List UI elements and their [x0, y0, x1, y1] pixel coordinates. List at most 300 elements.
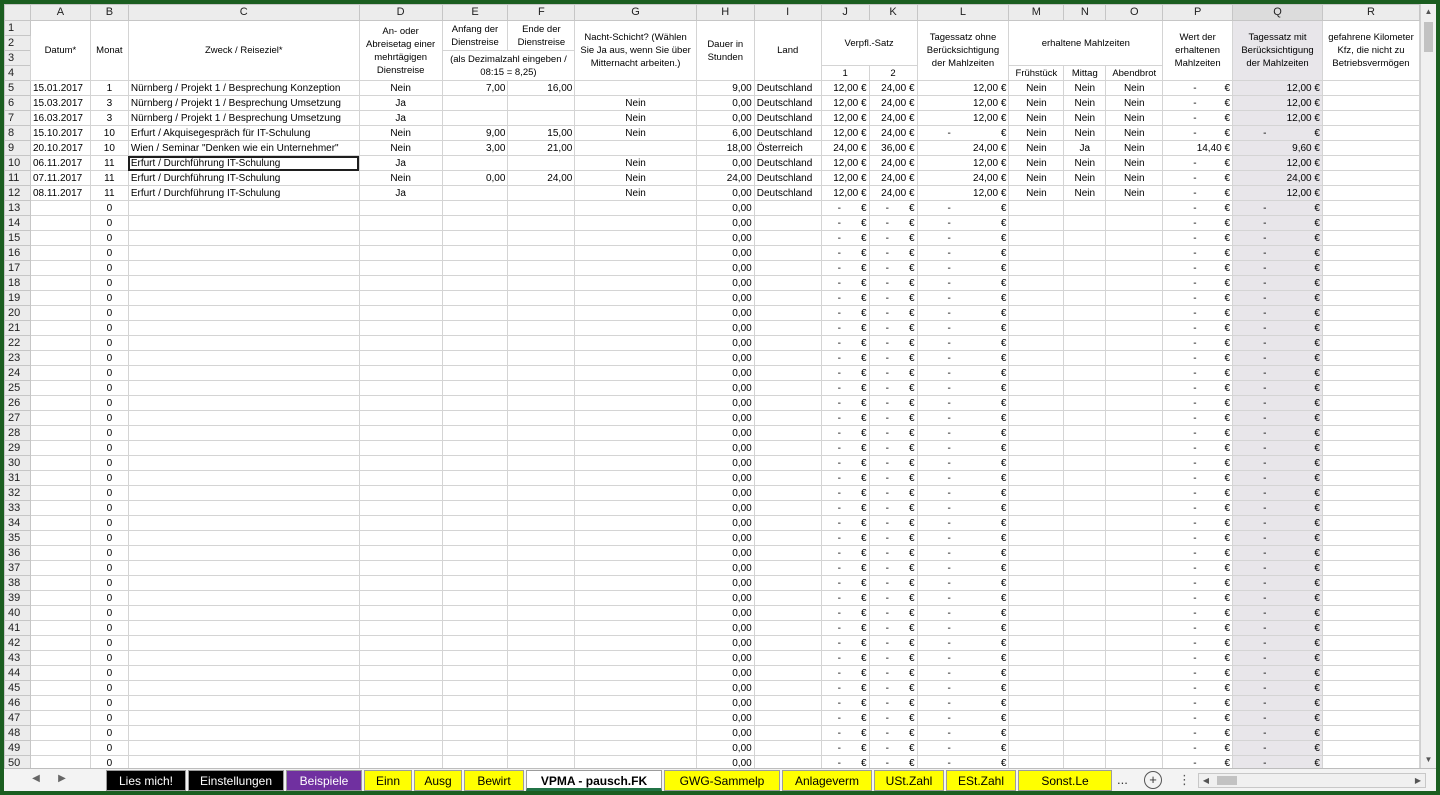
- header-dezimal-hinweis[interactable]: (als Dezimalzahl eingeben / 08:15 = 8,25): [442, 51, 575, 81]
- wert-mahlzeiten-cell[interactable]: [1163, 441, 1233, 456]
- land-cell[interactable]: [754, 471, 821, 486]
- nachtschicht-cell[interactable]: [575, 516, 697, 531]
- fruehstueck-cell[interactable]: [1009, 231, 1064, 246]
- km-cell[interactable]: [1322, 576, 1419, 591]
- an-abreise-cell[interactable]: Ja: [359, 111, 442, 126]
- nachtschicht-cell[interactable]: [575, 276, 697, 291]
- ende-cell[interactable]: [508, 501, 575, 516]
- tagessatz-ohne-cell[interactable]: [917, 486, 1009, 501]
- anfang-cell[interactable]: [442, 636, 508, 651]
- wert-mahlzeiten-cell[interactable]: [1163, 96, 1233, 111]
- tagessatz-mit-cell[interactable]: [1233, 591, 1323, 606]
- dauer-cell[interactable]: 0,00: [696, 621, 754, 636]
- tagessatz-ohne-cell[interactable]: 12,00 €: [917, 111, 1009, 126]
- wert-mahlzeiten-cell[interactable]: [1163, 246, 1233, 261]
- ende-cell[interactable]: [508, 726, 575, 741]
- an-abreise-cell[interactable]: [359, 606, 442, 621]
- verpfl-1-cell[interactable]: [821, 651, 869, 666]
- monat-cell[interactable]: 0: [90, 201, 128, 216]
- fruehstueck-cell[interactable]: [1009, 531, 1064, 546]
- verpfl-1-cell[interactable]: [821, 591, 869, 606]
- nachtschicht-cell[interactable]: [575, 531, 697, 546]
- zweck-cell[interactable]: [128, 636, 359, 651]
- km-cell[interactable]: [1322, 441, 1419, 456]
- anfang-cell[interactable]: [442, 576, 508, 591]
- verpfl-1-cell[interactable]: [821, 321, 869, 336]
- dauer-cell[interactable]: 0,00: [696, 351, 754, 366]
- row-header[interactable]: 35: [5, 531, 31, 546]
- monat-cell[interactable]: 0: [90, 396, 128, 411]
- anfang-cell[interactable]: [442, 426, 508, 441]
- mittag-cell[interactable]: [1064, 606, 1106, 621]
- km-cell[interactable]: [1322, 486, 1419, 501]
- tagessatz-mit-cell[interactable]: [1233, 471, 1323, 486]
- zweck-cell[interactable]: [128, 711, 359, 726]
- wert-mahlzeiten-cell[interactable]: [1163, 276, 1233, 291]
- datum-cell[interactable]: [30, 606, 90, 621]
- km-cell[interactable]: [1322, 156, 1419, 171]
- dauer-cell[interactable]: 0,00: [696, 471, 754, 486]
- anfang-cell[interactable]: [442, 501, 508, 516]
- vertical-scrollbar[interactable]: [1420, 4, 1436, 768]
- sheet-tab[interactable]: Ausg: [414, 770, 462, 791]
- an-abreise-cell[interactable]: [359, 696, 442, 711]
- datum-cell[interactable]: [30, 276, 90, 291]
- nachtschicht-cell[interactable]: [575, 141, 697, 156]
- tagessatz-mit-cell[interactable]: [1233, 216, 1323, 231]
- mittag-cell[interactable]: [1064, 681, 1106, 696]
- row-header[interactable]: 28: [5, 426, 31, 441]
- row-header[interactable]: 17: [5, 261, 31, 276]
- nachtschicht-cell[interactable]: [575, 366, 697, 381]
- wert-mahlzeiten-cell[interactable]: [1163, 261, 1233, 276]
- datum-cell[interactable]: 07.11.2017: [30, 171, 90, 186]
- wert-mahlzeiten-cell[interactable]: [1163, 426, 1233, 441]
- tagessatz-mit-cell[interactable]: 24,00 €: [1233, 171, 1323, 186]
- mittag-cell[interactable]: [1064, 486, 1106, 501]
- fruehstueck-cell[interactable]: [1009, 411, 1064, 426]
- select-all-corner[interactable]: [5, 5, 31, 21]
- tagessatz-ohne-cell[interactable]: [917, 531, 1009, 546]
- km-cell[interactable]: [1322, 621, 1419, 636]
- tagessatz-ohne-cell[interactable]: 12,00 €: [917, 186, 1009, 201]
- monat-cell[interactable]: 0: [90, 306, 128, 321]
- zweck-cell[interactable]: [128, 621, 359, 636]
- fruehstueck-cell[interactable]: [1009, 261, 1064, 276]
- anfang-cell[interactable]: [442, 696, 508, 711]
- datum-cell[interactable]: [30, 711, 90, 726]
- zweck-cell[interactable]: [128, 291, 359, 306]
- wert-mahlzeiten-cell[interactable]: [1163, 366, 1233, 381]
- wert-mahlzeiten-cell[interactable]: [1163, 321, 1233, 336]
- anfang-cell[interactable]: [442, 756, 508, 769]
- verpfl-2-cell[interactable]: [869, 531, 917, 546]
- fruehstueck-cell[interactable]: Nein: [1009, 141, 1064, 156]
- verpfl-1-cell[interactable]: [821, 366, 869, 381]
- km-cell[interactable]: [1322, 231, 1419, 246]
- verpfl-2-cell[interactable]: [869, 516, 917, 531]
- dauer-cell[interactable]: 0,00: [696, 381, 754, 396]
- dauer-cell[interactable]: 0,00: [696, 156, 754, 171]
- row-header[interactable]: 16: [5, 246, 31, 261]
- an-abreise-cell[interactable]: [359, 621, 442, 636]
- wert-mahlzeiten-cell[interactable]: [1163, 111, 1233, 126]
- row-header[interactable]: 4: [5, 66, 31, 81]
- wert-mahlzeiten-cell[interactable]: [1163, 531, 1233, 546]
- dauer-cell[interactable]: 0,00: [696, 546, 754, 561]
- abendbrot-cell[interactable]: Nein: [1106, 156, 1163, 171]
- abendbrot-cell[interactable]: [1106, 381, 1163, 396]
- anfang-cell[interactable]: [442, 681, 508, 696]
- mittag-cell[interactable]: [1064, 441, 1106, 456]
- zweck-cell[interactable]: Nürnberg / Projekt 1 / Besprechung Umsetzung: [128, 96, 359, 111]
- nachtschicht-cell[interactable]: [575, 711, 697, 726]
- wert-mahlzeiten-cell[interactable]: [1163, 666, 1233, 681]
- anfang-cell[interactable]: [442, 411, 508, 426]
- nachtschicht-cell[interactable]: [575, 411, 697, 426]
- wert-mahlzeiten-cell[interactable]: [1163, 156, 1233, 171]
- verpfl-2-cell[interactable]: [869, 636, 917, 651]
- zweck-cell[interactable]: [128, 336, 359, 351]
- wert-mahlzeiten-cell[interactable]: [1163, 216, 1233, 231]
- sheet-tab[interactable]: Lies mich!: [106, 770, 186, 791]
- ende-cell[interactable]: [508, 381, 575, 396]
- monat-cell[interactable]: 0: [90, 501, 128, 516]
- tagessatz-ohne-cell[interactable]: [917, 756, 1009, 769]
- tagessatz-mit-cell[interactable]: [1233, 201, 1323, 216]
- km-cell[interactable]: [1322, 531, 1419, 546]
- scroll-down-icon[interactable]: ▼: [1424, 755, 1433, 764]
- anfang-cell[interactable]: 9,00: [442, 126, 508, 141]
- mittag-cell[interactable]: [1064, 426, 1106, 441]
- abendbrot-cell[interactable]: [1106, 261, 1163, 276]
- zweck-cell[interactable]: [128, 381, 359, 396]
- datum-cell[interactable]: [30, 681, 90, 696]
- km-cell[interactable]: [1322, 336, 1419, 351]
- datum-cell[interactable]: [30, 246, 90, 261]
- verpfl-2-cell[interactable]: [869, 396, 917, 411]
- abendbrot-cell[interactable]: [1106, 396, 1163, 411]
- zweck-cell[interactable]: [128, 501, 359, 516]
- fruehstueck-cell[interactable]: Nein: [1009, 81, 1064, 96]
- verpfl-1-cell[interactable]: [821, 291, 869, 306]
- row-header[interactable]: 42: [5, 636, 31, 651]
- header-verpfl-satz[interactable]: Verpfl.-Satz: [821, 21, 917, 66]
- tagessatz-ohne-cell[interactable]: [917, 291, 1009, 306]
- zweck-cell[interactable]: [128, 756, 359, 769]
- fruehstueck-cell[interactable]: [1009, 396, 1064, 411]
- monat-cell[interactable]: 0: [90, 711, 128, 726]
- monat-cell[interactable]: 0: [90, 456, 128, 471]
- wert-mahlzeiten-cell[interactable]: [1163, 711, 1233, 726]
- tagessatz-mit-cell[interactable]: [1233, 666, 1323, 681]
- zweck-cell[interactable]: [128, 261, 359, 276]
- verpfl-1-cell[interactable]: [821, 576, 869, 591]
- row-header[interactable]: 31: [5, 471, 31, 486]
- monat-cell[interactable]: 0: [90, 381, 128, 396]
- tagessatz-mit-cell[interactable]: [1233, 606, 1323, 621]
- verpfl-1-cell[interactable]: 12,00 €: [821, 186, 869, 201]
- verpfl-1-cell[interactable]: [821, 261, 869, 276]
- verpfl-1-cell[interactable]: 12,00 €: [821, 96, 869, 111]
- verpfl-1-cell[interactable]: [821, 666, 869, 681]
- row-header[interactable]: 21: [5, 321, 31, 336]
- land-cell[interactable]: Deutschland: [754, 111, 821, 126]
- row-header[interactable]: 48: [5, 726, 31, 741]
- fruehstueck-cell[interactable]: [1009, 351, 1064, 366]
- datum-cell[interactable]: 15.03.2017: [30, 96, 90, 111]
- km-cell[interactable]: [1322, 711, 1419, 726]
- an-abreise-cell[interactable]: [359, 336, 442, 351]
- datum-cell[interactable]: [30, 696, 90, 711]
- row-header[interactable]: 49: [5, 741, 31, 756]
- tagessatz-ohne-cell[interactable]: [917, 351, 1009, 366]
- dauer-cell[interactable]: 0,00: [696, 411, 754, 426]
- fruehstueck-cell[interactable]: [1009, 486, 1064, 501]
- land-cell[interactable]: [754, 666, 821, 681]
- row-header[interactable]: 1: [5, 21, 31, 36]
- mittag-cell[interactable]: [1064, 231, 1106, 246]
- mittag-cell[interactable]: [1064, 711, 1106, 726]
- monat-cell[interactable]: 11: [90, 186, 128, 201]
- zweck-cell[interactable]: [128, 681, 359, 696]
- scroll-up-icon[interactable]: ▲: [1424, 7, 1433, 16]
- row-header[interactable]: 9: [5, 141, 31, 156]
- sheet-tab[interactable]: VPMA - pausch.FK: [526, 770, 662, 791]
- km-cell[interactable]: [1322, 636, 1419, 651]
- dauer-cell[interactable]: 0,00: [696, 576, 754, 591]
- dauer-cell[interactable]: 0,00: [696, 306, 754, 321]
- dauer-cell[interactable]: 0,00: [696, 741, 754, 756]
- dauer-cell[interactable]: 0,00: [696, 336, 754, 351]
- datum-cell[interactable]: [30, 216, 90, 231]
- datum-cell[interactable]: [30, 486, 90, 501]
- an-abreise-cell[interactable]: [359, 576, 442, 591]
- zweck-cell[interactable]: [128, 201, 359, 216]
- zweck-cell[interactable]: [128, 456, 359, 471]
- zweck-cell[interactable]: [128, 486, 359, 501]
- fruehstueck-cell[interactable]: Nein: [1009, 171, 1064, 186]
- verpfl-2-cell[interactable]: [869, 576, 917, 591]
- tagessatz-ohne-cell[interactable]: [917, 396, 1009, 411]
- nachtschicht-cell[interactable]: [575, 426, 697, 441]
- anfang-cell[interactable]: [442, 516, 508, 531]
- verpfl-2-cell[interactable]: [869, 756, 917, 769]
- km-cell[interactable]: [1322, 126, 1419, 141]
- zweck-cell[interactable]: [128, 366, 359, 381]
- abendbrot-cell[interactable]: [1106, 711, 1163, 726]
- abendbrot-cell[interactable]: [1106, 336, 1163, 351]
- datum-cell[interactable]: [30, 516, 90, 531]
- abendbrot-cell[interactable]: [1106, 561, 1163, 576]
- abendbrot-cell[interactable]: [1106, 681, 1163, 696]
- verpfl-1-cell[interactable]: [821, 411, 869, 426]
- abendbrot-cell[interactable]: Nein: [1106, 111, 1163, 126]
- land-cell[interactable]: [754, 351, 821, 366]
- wert-mahlzeiten-cell[interactable]: [1163, 126, 1233, 141]
- tagessatz-ohne-cell[interactable]: [917, 366, 1009, 381]
- dauer-cell[interactable]: 0,00: [696, 651, 754, 666]
- ende-cell[interactable]: [508, 696, 575, 711]
- km-cell[interactable]: [1322, 756, 1419, 769]
- nachtschicht-cell[interactable]: Nein: [575, 156, 697, 171]
- anfang-cell[interactable]: [442, 216, 508, 231]
- km-cell[interactable]: [1322, 276, 1419, 291]
- anfang-cell[interactable]: [442, 186, 508, 201]
- dauer-cell[interactable]: 0,00: [696, 366, 754, 381]
- tagessatz-ohne-cell[interactable]: [917, 231, 1009, 246]
- anfang-cell[interactable]: [442, 306, 508, 321]
- monat-cell[interactable]: 0: [90, 411, 128, 426]
- abendbrot-cell[interactable]: [1106, 411, 1163, 426]
- km-cell[interactable]: [1322, 141, 1419, 156]
- km-cell[interactable]: [1322, 696, 1419, 711]
- monat-cell[interactable]: 0: [90, 606, 128, 621]
- tagessatz-mit-cell[interactable]: 9,60 €: [1233, 141, 1323, 156]
- verpfl-1-cell[interactable]: [821, 246, 869, 261]
- tagessatz-mit-cell[interactable]: [1233, 696, 1323, 711]
- wert-mahlzeiten-cell[interactable]: [1163, 81, 1233, 96]
- datum-cell[interactable]: [30, 321, 90, 336]
- zweck-cell[interactable]: [128, 351, 359, 366]
- nachtschicht-cell[interactable]: [575, 246, 697, 261]
- wert-mahlzeiten-cell[interactable]: [1163, 351, 1233, 366]
- anfang-cell[interactable]: [442, 96, 508, 111]
- ende-cell[interactable]: [508, 276, 575, 291]
- fruehstueck-cell[interactable]: [1009, 696, 1064, 711]
- row-header[interactable]: 13: [5, 201, 31, 216]
- datum-cell[interactable]: [30, 411, 90, 426]
- vertical-scroll-thumb[interactable]: [1424, 22, 1433, 52]
- row-header[interactable]: 18: [5, 276, 31, 291]
- tagessatz-mit-cell[interactable]: [1233, 501, 1323, 516]
- dauer-cell[interactable]: 0,00: [696, 561, 754, 576]
- fruehstueck-cell[interactable]: [1009, 561, 1064, 576]
- km-cell[interactable]: [1322, 216, 1419, 231]
- verpfl-1-cell[interactable]: [821, 486, 869, 501]
- ende-cell[interactable]: [508, 651, 575, 666]
- monat-cell[interactable]: 0: [90, 321, 128, 336]
- verpfl-2-cell[interactable]: [869, 201, 917, 216]
- fruehstueck-cell[interactable]: Nein: [1009, 111, 1064, 126]
- verpfl-1-cell[interactable]: [821, 501, 869, 516]
- an-abreise-cell[interactable]: [359, 666, 442, 681]
- an-abreise-cell[interactable]: Ja: [359, 186, 442, 201]
- zweck-cell[interactable]: [128, 246, 359, 261]
- tagessatz-mit-cell[interactable]: [1233, 636, 1323, 651]
- dauer-cell[interactable]: 0,00: [696, 321, 754, 336]
- tagessatz-mit-cell[interactable]: [1233, 261, 1323, 276]
- column-header[interactable]: N: [1064, 5, 1106, 21]
- verpfl-1-cell[interactable]: [821, 276, 869, 291]
- row-header[interactable]: 15: [5, 231, 31, 246]
- anfang-cell[interactable]: 7,00: [442, 81, 508, 96]
- monat-cell[interactable]: 3: [90, 111, 128, 126]
- row-header[interactable]: 11: [5, 171, 31, 186]
- anfang-cell[interactable]: [442, 561, 508, 576]
- monat-cell[interactable]: 0: [90, 216, 128, 231]
- column-header[interactable]: L: [917, 5, 1009, 21]
- monat-cell[interactable]: 11: [90, 171, 128, 186]
- mittag-cell[interactable]: [1064, 636, 1106, 651]
- anfang-cell[interactable]: [442, 456, 508, 471]
- verpfl-1-cell[interactable]: [821, 726, 869, 741]
- anfang-cell[interactable]: 0,00: [442, 171, 508, 186]
- verpfl-1-cell[interactable]: [821, 756, 869, 769]
- land-cell[interactable]: [754, 561, 821, 576]
- an-abreise-cell[interactable]: [359, 456, 442, 471]
- dauer-cell[interactable]: 6,00: [696, 126, 754, 141]
- fruehstueck-cell[interactable]: [1009, 291, 1064, 306]
- column-header[interactable]: D: [359, 5, 442, 21]
- abendbrot-cell[interactable]: Nein: [1106, 171, 1163, 186]
- wert-mahlzeiten-cell[interactable]: [1163, 606, 1233, 621]
- row-header[interactable]: 6: [5, 96, 31, 111]
- nachtschicht-cell[interactable]: [575, 216, 697, 231]
- land-cell[interactable]: [754, 276, 821, 291]
- abendbrot-cell[interactable]: [1106, 231, 1163, 246]
- row-header[interactable]: 37: [5, 561, 31, 576]
- an-abreise-cell[interactable]: [359, 441, 442, 456]
- nachtschicht-cell[interactable]: [575, 681, 697, 696]
- monat-cell[interactable]: 0: [90, 261, 128, 276]
- land-cell[interactable]: [754, 441, 821, 456]
- anfang-cell[interactable]: [442, 486, 508, 501]
- an-abreise-cell[interactable]: [359, 531, 442, 546]
- tagessatz-ohne-cell[interactable]: 24,00 €: [917, 171, 1009, 186]
- anfang-cell[interactable]: [442, 606, 508, 621]
- km-cell[interactable]: [1322, 171, 1419, 186]
- datum-cell[interactable]: 08.11.2017: [30, 186, 90, 201]
- column-header[interactable]: F: [508, 5, 575, 21]
- tagessatz-ohne-cell[interactable]: [917, 261, 1009, 276]
- wert-mahlzeiten-cell[interactable]: [1163, 336, 1233, 351]
- fruehstueck-cell[interactable]: Nein: [1009, 156, 1064, 171]
- fruehstueck-cell[interactable]: [1009, 276, 1064, 291]
- dauer-cell[interactable]: 0,00: [696, 606, 754, 621]
- header-gefahrene-km[interactable]: gefahrene Kilometer Kfz, die nicht zu Betriebsvermögen: [1322, 21, 1419, 81]
- tagessatz-mit-cell[interactable]: [1233, 426, 1323, 441]
- an-abreise-cell[interactable]: [359, 306, 442, 321]
- abendbrot-cell[interactable]: [1106, 441, 1163, 456]
- land-cell[interactable]: [754, 246, 821, 261]
- abendbrot-cell[interactable]: Nein: [1106, 141, 1163, 156]
- dauer-cell[interactable]: 0,00: [696, 201, 754, 216]
- land-cell[interactable]: [754, 621, 821, 636]
- datum-cell[interactable]: [30, 396, 90, 411]
- tagessatz-ohne-cell[interactable]: [917, 441, 1009, 456]
- verpfl-1-cell[interactable]: 24,00 €: [821, 141, 869, 156]
- land-cell[interactable]: [754, 531, 821, 546]
- anfang-cell[interactable]: [442, 396, 508, 411]
- zweck-cell[interactable]: [128, 306, 359, 321]
- nachtschicht-cell[interactable]: [575, 741, 697, 756]
- dauer-cell[interactable]: 0,00: [696, 756, 754, 769]
- land-cell[interactable]: [754, 321, 821, 336]
- fruehstueck-cell[interactable]: [1009, 516, 1064, 531]
- datum-cell[interactable]: 20.10.2017: [30, 141, 90, 156]
- abendbrot-cell[interactable]: [1106, 606, 1163, 621]
- km-cell[interactable]: [1322, 351, 1419, 366]
- column-header[interactable]: O: [1106, 5, 1163, 21]
- an-abreise-cell[interactable]: [359, 396, 442, 411]
- verpfl-2-cell[interactable]: 24,00 €: [869, 96, 917, 111]
- tagessatz-ohne-cell[interactable]: [917, 201, 1009, 216]
- km-cell[interactable]: [1322, 306, 1419, 321]
- sheet-tab[interactable]: Sonst.Le: [1018, 770, 1112, 791]
- verpfl-1-cell[interactable]: [821, 696, 869, 711]
- nachtschicht-cell[interactable]: [575, 726, 697, 741]
